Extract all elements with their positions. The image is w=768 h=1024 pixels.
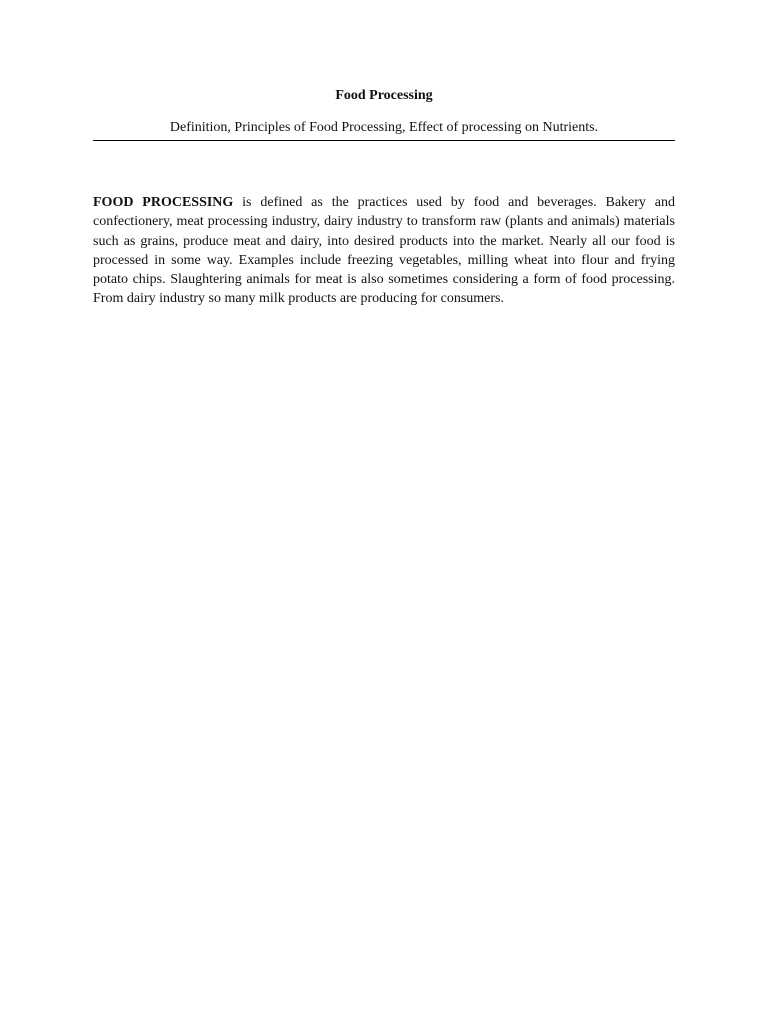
- paragraph-lead: FOOD PROCESSING: [93, 195, 234, 210]
- document-title: Food Processing: [335, 88, 433, 103]
- document-subtitle: Definition, Principles of Food Processing, Effect of processing on Nutrients.: [93, 118, 675, 141]
- paragraph-text: is defined as the practices used by food and beverages. Bakery and confectionery, meat processing industry, dairy industry to transform raw (plants and animals) materials such as grains, produce meat and dairy, into desired products into the market. Nearly all our food is processed in some way. Examples include freezing vegetables, milling wheat into flour and frying potato chips. Slaughtering animals for meat is also sometimes considering a form of food processing. From dairy industry so many milk products are producing for consumers.: [93, 195, 675, 307]
- document-page: [93, 86, 675, 309]
- paragraph-definition: [93, 193, 675, 309]
